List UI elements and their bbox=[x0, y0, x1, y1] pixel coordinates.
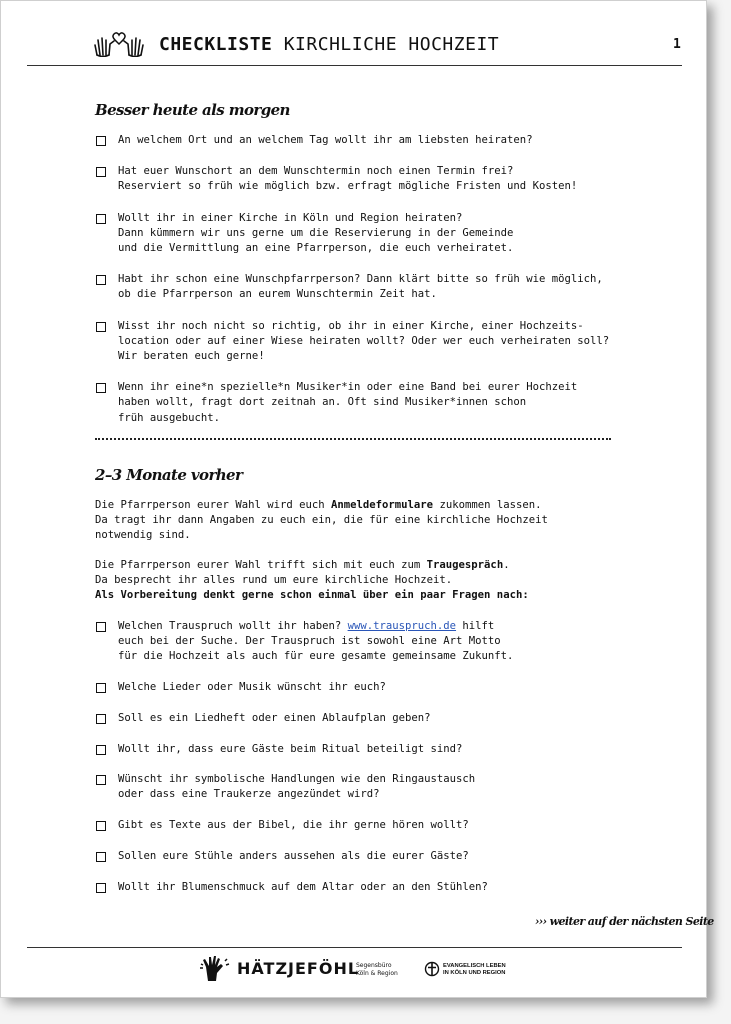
para-bold: Anmeldeformulare bbox=[331, 499, 434, 511]
list-item bbox=[95, 211, 655, 257]
header-divider bbox=[27, 65, 682, 66]
item-text: Wenn ihr eine*n spezielle*n Musiker*in oder eine Band bei eurer Hochzeit haben wollt, fragt dort zeitnah an. Oft sind Musiker*innen schon früh ausgebucht. bbox=[118, 381, 578, 424]
footer-divider bbox=[27, 947, 682, 948]
list-item bbox=[95, 680, 655, 695]
list-item bbox=[95, 880, 655, 895]
item-text: Welchen Trauspruch wollt ihr haben? bbox=[118, 620, 348, 632]
checkbox[interactable] bbox=[96, 821, 106, 831]
checkbox[interactable] bbox=[96, 622, 106, 632]
dotted-divider bbox=[95, 438, 611, 440]
list-item bbox=[95, 133, 655, 148]
checkbox[interactable] bbox=[96, 136, 106, 146]
prep-paragraph bbox=[95, 558, 655, 604]
item-text: Soll es ein Liedheft oder einen Ablaufplan geben? bbox=[118, 711, 431, 724]
checklist bbox=[95, 619, 655, 910]
title-bold: CHECKLISTE bbox=[159, 34, 273, 55]
checkbox[interactable] bbox=[96, 683, 106, 693]
list-item bbox=[95, 772, 655, 802]
checklist bbox=[95, 133, 655, 442]
trauspruch-link[interactable]: www.trauspruch.de bbox=[347, 620, 457, 632]
hands-heart-icon bbox=[93, 31, 145, 57]
para-bold-line: Als Vorbereitung denkt gerne schon einmal über ein paar Fragen nach: bbox=[95, 589, 529, 602]
item-text: Wollt ihr in einer Kirche in Köln und Region heiraten? Dann kümmern wir uns gerne um die Reservierung in der Gemeinde und die Vermittlung an eine Pfarrperson, die euch verheiratet. bbox=[118, 211, 514, 255]
raised-hand-icon bbox=[199, 954, 233, 982]
section-heading: Besser heute als morgen bbox=[95, 101, 290, 119]
list-item bbox=[95, 619, 655, 665]
checkbox[interactable] bbox=[96, 775, 106, 785]
list-item bbox=[95, 849, 655, 864]
list-item bbox=[95, 711, 655, 726]
checkbox[interactable] bbox=[96, 275, 106, 285]
section-heading: 2–3 Monate vorher bbox=[95, 466, 243, 484]
list-item bbox=[95, 164, 655, 194]
item-text: Wollt ihr Blumenschmuck auf dem Altar oder an den Stühlen? bbox=[118, 880, 488, 893]
checkbox[interactable] bbox=[96, 714, 106, 724]
para-bold: Traugespräch bbox=[426, 559, 504, 571]
brand-subtitle: Segensbüro Köln & Region bbox=[356, 962, 398, 977]
list-item bbox=[95, 380, 655, 426]
checkbox[interactable] bbox=[96, 852, 106, 862]
checkbox[interactable] bbox=[96, 167, 106, 177]
item-text: An welchem Ort und an welchem Tag wollt ihr am liebsten heiraten? bbox=[118, 134, 533, 146]
continue-note: ››› weiter auf der nächsten Seite bbox=[535, 915, 714, 928]
intro-paragraph bbox=[95, 498, 655, 544]
item-text: Habt ihr schon eine Wunschpfarrperson? Dann klärt bitte so früh wie möglich, ob die Pfarrperson an eurem Wunschtermin Zeit hat. bbox=[118, 273, 603, 301]
checkbox[interactable] bbox=[96, 883, 106, 893]
item-text: Hat euer Wunschort an dem Wunschtermin noch einen Termin frei? Reserviert so früh wie möglich bzw. erfragt mögliche Fristen und Kosten! bbox=[118, 165, 578, 193]
item-text: hilft euch bei der Suche. Der Trauspruch ist sowohl eine Art Motto für die Hochzeit als auch für eure gesamte gemeinsame Zukunft. bbox=[118, 620, 514, 663]
list-item bbox=[95, 319, 655, 365]
checkbox[interactable] bbox=[96, 745, 106, 755]
para-text: Die Pfarrperson eurer Wahl wird euch bbox=[95, 499, 331, 511]
evangelisch-logo-text: EVANGELISCH LEBEN IN KÖLN UND REGION bbox=[443, 963, 506, 976]
item-text: Gibt es Texte aus der Bibel, die ihr gerne hören wollt? bbox=[118, 819, 469, 832]
page-title bbox=[159, 34, 499, 55]
para-text: Die Pfarrperson eurer Wahl trifft sich mit euch zum bbox=[95, 559, 427, 571]
para-text: . Da besprecht ihr alles rund um eure kirchliche Hochzeit. bbox=[95, 559, 510, 587]
item-text: Wünscht ihr symbolische Handlungen wie den Ringaustausch oder dass eine Traukerze angezündet wird? bbox=[118, 773, 476, 801]
brand-name: HÄTZJEFÖHL bbox=[237, 959, 360, 978]
item-text: Welche Lieder oder Musik wünscht ihr euch? bbox=[118, 681, 386, 694]
list-item bbox=[95, 818, 655, 833]
item-text: Wollt ihr, dass eure Gäste beim Ritual beteiligt sind? bbox=[118, 742, 463, 755]
para-text: zukommen lassen. Da tragt ihr dann Angaben zu euch ein, die für eine kirchliche Hochzeit notwendig sind. bbox=[95, 499, 548, 542]
page-header bbox=[93, 31, 693, 61]
checkbox[interactable] bbox=[96, 214, 106, 224]
checkbox[interactable] bbox=[96, 383, 106, 393]
cross-circle-icon bbox=[424, 961, 440, 977]
title-rest: KIRCHLICHE HOCHZEIT bbox=[283, 34, 500, 55]
checkbox[interactable] bbox=[96, 322, 106, 332]
item-text: Sollen eure Stühle anders aussehen als die eurer Gäste? bbox=[118, 849, 469, 862]
list-item bbox=[95, 742, 655, 757]
list-item bbox=[95, 272, 655, 302]
item-text: Wisst ihr noch nicht so richtig, ob ihr in einer Kirche, einer Hochzeits- location oder auf einer Wiese heiraten wollt? Oder wer euch verheiraten soll? Wir beraten euch gerne! bbox=[118, 319, 610, 363]
page-number: 1 bbox=[673, 37, 681, 52]
